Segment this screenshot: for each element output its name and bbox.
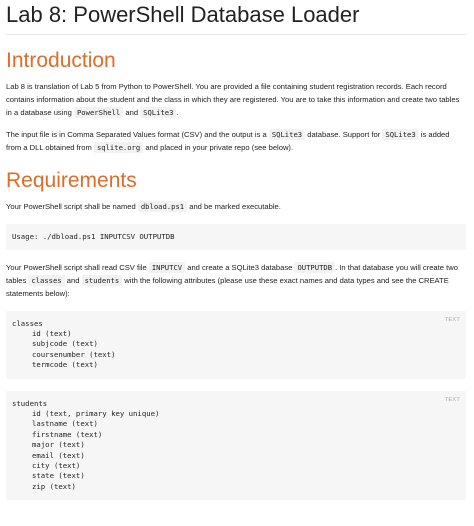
requirements-heading: Requirements (6, 168, 137, 192)
field-line: subjcode (text) (32, 339, 98, 349)
field-line: termcode (text) (32, 360, 98, 370)
page-title: Lab 8: PowerShell Database Loader (6, 2, 360, 27)
field-line: email (text) (32, 450, 85, 460)
field-line: zip (text) (32, 481, 76, 491)
classes-code-block (6, 311, 466, 379)
code-language-tag: TEXT (444, 396, 460, 403)
intro-paragraph-1: Lab 8 is translation of Lab 5 from Python to PowerShell. You are provided a file containing student registration records. Each record contains information about the student and the class in which they are registered. You are to take this information and create two tables in a database using PowerShell and SQLite3 . (6, 82, 460, 117)
intro-paragraph-2: The input file is in Comma Separated Values format (CSV) and the output is a SQLite3 database. Support for SQLite3 is added from a DLL obtained from sqlite.org and placed in your private repo (see below). (6, 130, 450, 153)
field-line: lastname (text) (32, 419, 98, 429)
inline-code-inputcv: INPUTCV (149, 262, 185, 273)
code-language-tag: TEXT (444, 316, 460, 323)
field-line: firstname (text) (32, 429, 103, 439)
requirements-paragraph-1: Your PowerShell script shall be named dbload.ps1 and be marked executable. (6, 201, 281, 211)
inline-code-sqlite3: SQLite3 (382, 129, 418, 140)
field-line: coursenumber (text) (32, 349, 116, 359)
inline-code-students: students (82, 275, 123, 286)
title-divider (6, 34, 466, 35)
inline-code-outputdb: OUTPUTDB (294, 262, 335, 273)
students-code-block (6, 391, 466, 501)
field-line: major (text) (32, 440, 85, 450)
inline-code-sqlite-org: sqlite.org (94, 142, 143, 153)
field-line: state (text) (32, 471, 85, 481)
field-line: id (text) (32, 328, 72, 338)
inline-code-powershell: PowerShell (74, 107, 123, 118)
field-line: city (text) (32, 461, 81, 471)
inline-code-script-name: dbload.ps1 (138, 201, 187, 212)
table-name: students (12, 398, 48, 408)
field-line: id (text, primary key unique) (32, 409, 160, 419)
inline-code-sqlite3: SQLite3 (140, 107, 176, 118)
requirements-paragraph-2: Your PowerShell script shall read CSV file INPUTCV and create a SQLite3 database OUTPUTDB . In that database you will create two tables classes and students with the following attributes (please use these exact names and data types and see the CREATE statements below): (6, 263, 458, 298)
table-name: classes (12, 318, 43, 328)
inline-code-sqlite3: SQLite3 (269, 129, 305, 140)
inline-code-classes: classes (28, 275, 64, 286)
introduction-heading: Introduction (6, 49, 116, 72)
usage-code-block: Usage: ./dbload.ps1 INPUTCSV OUTPUTDB (6, 224, 466, 250)
